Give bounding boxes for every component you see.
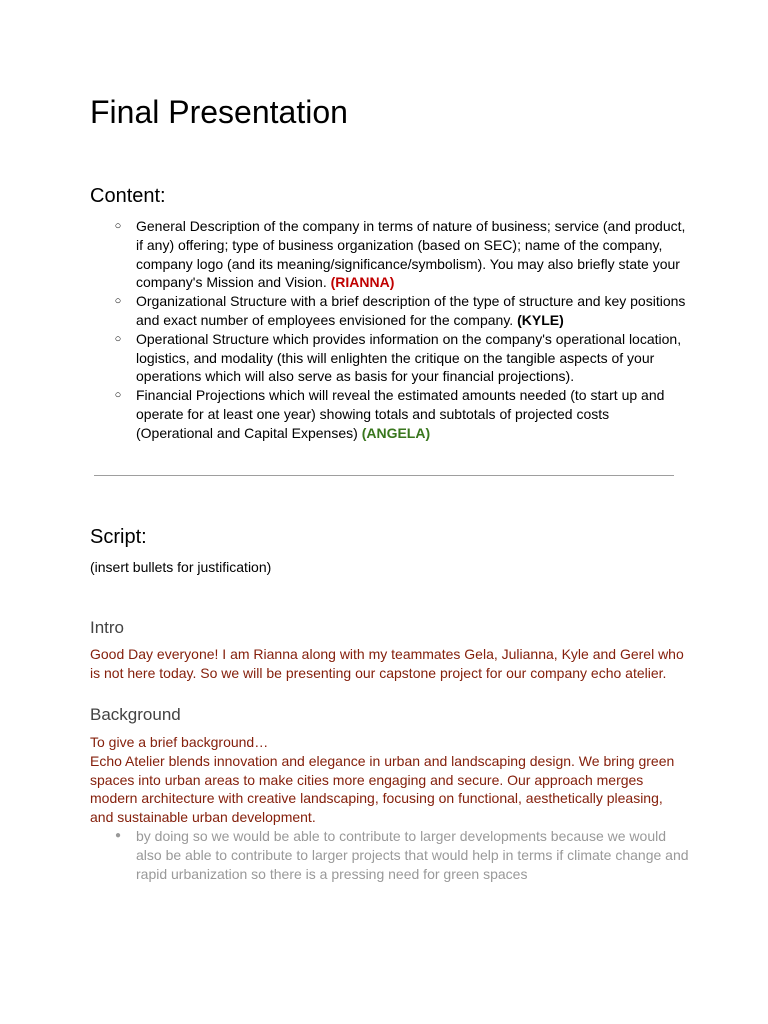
background-intro-line: To give a brief background… bbox=[90, 734, 269, 750]
filled-bullet-icon: ● bbox=[114, 830, 122, 841]
background-text bbox=[90, 733, 690, 827]
content-heading: Content: bbox=[90, 185, 166, 207]
hollow-bullet-icon: ○ bbox=[114, 220, 122, 232]
intro-heading: Intro bbox=[90, 618, 125, 637]
script-note: (insert bullets for justification) bbox=[90, 559, 272, 575]
intro-text: Good Day everyone! I am Rianna along with my teammates Gela, Julianna, Kyle and Gerel who is not here today. So we will be presenting our capstone project for our company echo atelier. bbox=[90, 646, 684, 681]
list-item-text: by doing so we would be able to contribute to larger developments because we would also be able to contribute to larger projects that would help in terms if climate change and rapid urbanization so there is a pressing need for green spaces bbox=[136, 828, 689, 882]
list-item bbox=[90, 292, 690, 330]
assignee-tag: (KYLE) bbox=[517, 311, 564, 328]
horizontal-divider bbox=[94, 475, 674, 476]
background-heading: Background bbox=[90, 705, 181, 724]
list-item bbox=[90, 330, 690, 386]
hollow-bullet-icon: ○ bbox=[114, 332, 122, 345]
hollow-bullet-icon: ○ bbox=[114, 389, 122, 402]
assignee-tag: (RIANNA) bbox=[330, 274, 395, 291]
background-list bbox=[90, 827, 690, 883]
content-list bbox=[90, 217, 690, 443]
list-item bbox=[90, 386, 690, 442]
background-paragraph: Echo Atelier blends innovation and elegance in urban and landscaping design. We bring green spaces into urban areas to make cities more engaging and secure. Our approach merges modern architecture with creative landscaping, focusing on functional, aesthetically pleasing, and sustainable urban development. bbox=[90, 752, 675, 826]
list-item bbox=[90, 827, 690, 883]
list-item bbox=[90, 217, 690, 292]
script-heading: Script: bbox=[90, 526, 147, 548]
list-item-text: Organizational Structure with a brief description of the type of structure and key positions and exact number of employees envisioned for the company. bbox=[136, 293, 686, 328]
list-item-text: Financial Projections which will reveal the estimated amounts needed (to start up and operate for at least one year) showing totals and subtotals of projected costs (Operational and Capital Expenses) bbox=[136, 387, 665, 441]
assignee-tag: (ANGELA) bbox=[361, 424, 431, 441]
document-title: Final Presentation bbox=[90, 94, 348, 130]
hollow-bullet-icon: ○ bbox=[114, 295, 122, 308]
list-item-text: General Description of the company in terms of nature of business; service (and product, if any) offering; type of business organization (based on SEC); name of the company, company logo (and its meaning/significance/symbolism). You may also briefly state your company's Mission and Vision. bbox=[136, 218, 686, 291]
list-item-text: Operational Structure which provides information on the company's operational location, logistics, and modality (this will enlighten the critique on the tangible aspects of your operations which will also serve as basis for your financial projections). bbox=[136, 330, 682, 385]
